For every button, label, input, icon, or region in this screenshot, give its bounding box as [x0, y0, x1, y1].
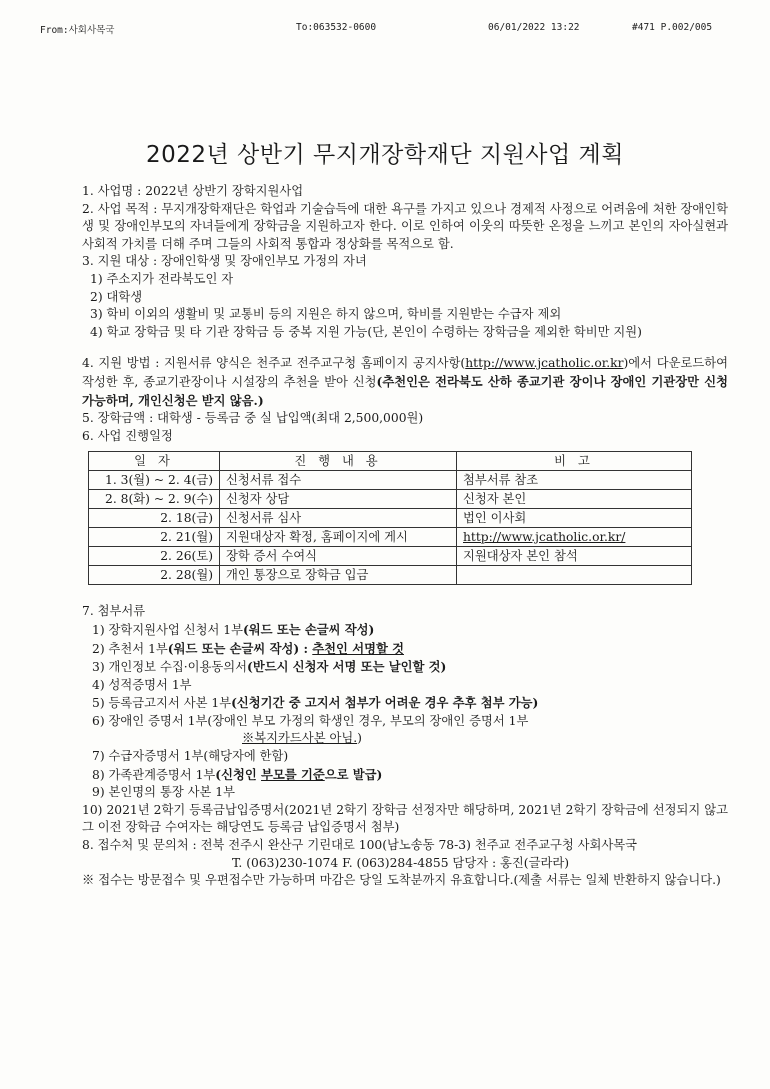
method-note: (추천인은 전라북도 산하 종교기관 장이나 장애인 기관장만 신청 가능하며, 개인신청은 받지 않음.): [82, 373, 728, 408]
attachment-emphasis: 부모를 기준: [261, 766, 325, 782]
cell-date: 1. 3(월) ~ 2. 4(금): [89, 471, 220, 490]
attachment-text: ): [357, 731, 362, 746]
eligibility-item: 1) 주소지가 전라북도인 자: [90, 271, 234, 286]
cell-note: 법인 이사회: [457, 509, 692, 528]
cell-note: 신청자 본인: [457, 490, 692, 509]
attachment-item: 10) 2021년 2학기 등록금납입증명서(2021년 2학기 장학금 선정자만 해당하며, 2021년 2학기 장학금에 선정되지 않고 그 이전 장학금 수여자는 해당연도 등록금 납입증명서 첨부): [82, 802, 728, 835]
section-3-eligibility: [82, 253, 728, 341]
document-title: 2022년 상반기 무지개장학재단 지원사업 계획: [146, 142, 624, 168]
submission-note: ※ 접수는 방문접수 및 우편접수만 가능하며 마감은 당일 도착분까지 유효합니다.(제출 서류는 일체 반환하지 않습니다.): [82, 873, 721, 888]
section-6-heading: 6. 사업 진행일정: [82, 428, 173, 443]
attachment-item: [82, 694, 728, 713]
attachment-emphasis: 추천인 서명할 것: [312, 640, 404, 656]
schedule-header-row: [89, 452, 692, 471]
section-7-heading: 7. 첨부서류: [82, 604, 146, 619]
attachment-item: [82, 658, 728, 677]
header-note: 비 고: [457, 452, 692, 471]
attachment-sep: :: [299, 640, 313, 656]
cell-content: 신청서류 접수: [220, 471, 457, 490]
attachment-item: 4) 성적증명서 1부: [92, 677, 192, 692]
fax-to: To:063532-0600: [296, 22, 377, 33]
section-7-attachments: [82, 603, 728, 837]
schedule-table: [88, 451, 692, 585]
cell-content: 신청자 상담: [220, 490, 457, 509]
attachment-note: (반드시 신청자 서명 또는 날인할 것): [247, 659, 447, 675]
cell-note-link[interactable]: [457, 528, 692, 547]
attachment-text: 1) 장학지원사업 신청서 1부: [92, 622, 243, 637]
table-row: [89, 471, 692, 490]
cell-note: [457, 566, 692, 585]
table-row: [89, 509, 692, 528]
fax-header: [40, 22, 748, 36]
section-8-contact: 8. 접수처 및 문의처 : 전북 전주시 완산구 기린대로 100(남노송동 78-3) 천주교 전주교구청 사회사목국: [82, 838, 638, 853]
attachment-item: 9) 본인명의 통장 사본 1부: [92, 785, 235, 800]
cell-date: 2. 28(월): [89, 566, 220, 585]
section-2-purpose: 2. 사업 목적 : 무지개장학재단은 학업과 기술습득에 대한 욕구를 가지고 있으나 경제적 사정으로 어려움에 처한 장애인학생 및 장애인부모의 자녀들에게 장학금을 지원하고자 한다. 이로 인하여 이웃의 따뜻한 온정을 느끼고 본인의 자아실현과 사회적 가치를 더해 주며 그들의 사회적 통합과 정상화를 목적으로 함.: [82, 201, 728, 251]
contact-line: T. (063)230-1074 F. (063)284-4855 담당자 : 홍진(글라라): [232, 855, 570, 870]
attachment-text: 5) 등록금고지서 사본 1부: [92, 696, 232, 711]
document-body: [82, 183, 728, 890]
fax-page: #471 P.002/005: [632, 22, 713, 33]
table-row: [89, 547, 692, 566]
attachment-item: [82, 766, 728, 785]
attachment-note: (신청인: [215, 766, 262, 782]
attachment-text: 2) 추천서 1부: [92, 641, 168, 656]
attachment-text: 3) 개인정보 수집·이용동의서: [92, 660, 248, 675]
cell-content: 지원대상자 확정, 홈페이지에 게시: [220, 528, 457, 547]
section-3-heading: 3. 지원 대상 : 장애인학생 및 장애인부모 가정의 자녀: [82, 254, 367, 269]
attachment-note: 으로 발급): [324, 766, 383, 782]
section-5-amount: 5. 장학금액 : 대학생 - 등록금 중 실 납입액(최대 2,500,000원): [82, 411, 424, 426]
table-row: [89, 566, 692, 585]
cell-date: 2. 18(금): [89, 509, 220, 528]
fax-datetime: 06/01/2022 13:22: [488, 22, 580, 33]
eligibility-item: 3) 학비 이외의 생활비 및 교통비 등의 지원은 하지 않으며, 학비를 지원받는 수급자 제외: [90, 307, 562, 322]
eligibility-item: 4) 학교 장학금 및 타 기관 장학금 등 중복 지원 가능(단, 본인이 수령하는 장학금을 제외한 학비만 지원): [90, 324, 642, 339]
cell-note: 첨부서류 참조: [457, 471, 692, 490]
cell-content: 개인 통장으로 장학금 입금: [220, 566, 457, 585]
homepage-link[interactable]: http://www.jcatholic.or.kr: [465, 356, 624, 371]
section-1-project-name: 1. 사업명 : 2022년 상반기 장학지원사업: [82, 184, 304, 198]
attachment-note: (워드 또는 손글씨 작성): [242, 621, 375, 637]
cell-content: 장학 증서 수여식: [220, 547, 457, 566]
attachment-subnote: [82, 730, 728, 748]
attachment-item: [82, 621, 728, 640]
attachment-note: (워드 또는 손글씨 작성): [167, 640, 300, 656]
attachment-item: [82, 640, 728, 659]
eligibility-item: 2) 대학생: [90, 289, 143, 304]
homepage-link[interactable]: http://www.jcatholic.or.kr/: [463, 529, 626, 544]
cell-content: 신청서류 심사: [220, 509, 457, 528]
attachment-item: 7) 수급자증명서 1부(해당자에 한함): [92, 749, 289, 764]
header-date: 일 자: [89, 452, 220, 471]
header-content: 진 행 내 용: [220, 452, 457, 471]
attachment-note: (신청기간 중 고지서 첨부가 어려운 경우 추후 첨부 가능): [231, 695, 539, 711]
method-text-2: )에서 다운로드하여 작성한 후, 종교기관장이나 시설장의 추천을 받아 신청: [82, 356, 728, 389]
cell-note: 지원대상자 본인 참석: [457, 547, 692, 566]
method-text: 4. 지원 방법 : 지원서류 양식은 천주교 전주교구청 홈페이지 공지사항(: [82, 356, 466, 371]
fax-from: From:사회사목국: [40, 25, 115, 36]
table-row: [89, 490, 692, 509]
cell-date: 2. 8(화) ~ 2. 9(수): [89, 490, 220, 509]
attachment-text: 8) 가족관계증명서 1부: [92, 767, 216, 782]
attachment-emphasis: ※복지카드사본 아님.: [242, 731, 358, 746]
attachment-item: 6) 장애인 증명서 1부(장애인 부모 가정의 학생인 경우, 부모의 장애인 증명서 1부: [92, 713, 529, 728]
cell-date: 2. 21(월): [89, 528, 220, 547]
section-4-method: [82, 355, 728, 410]
cell-date: 2. 26(토): [89, 547, 220, 566]
table-row: [89, 528, 692, 547]
